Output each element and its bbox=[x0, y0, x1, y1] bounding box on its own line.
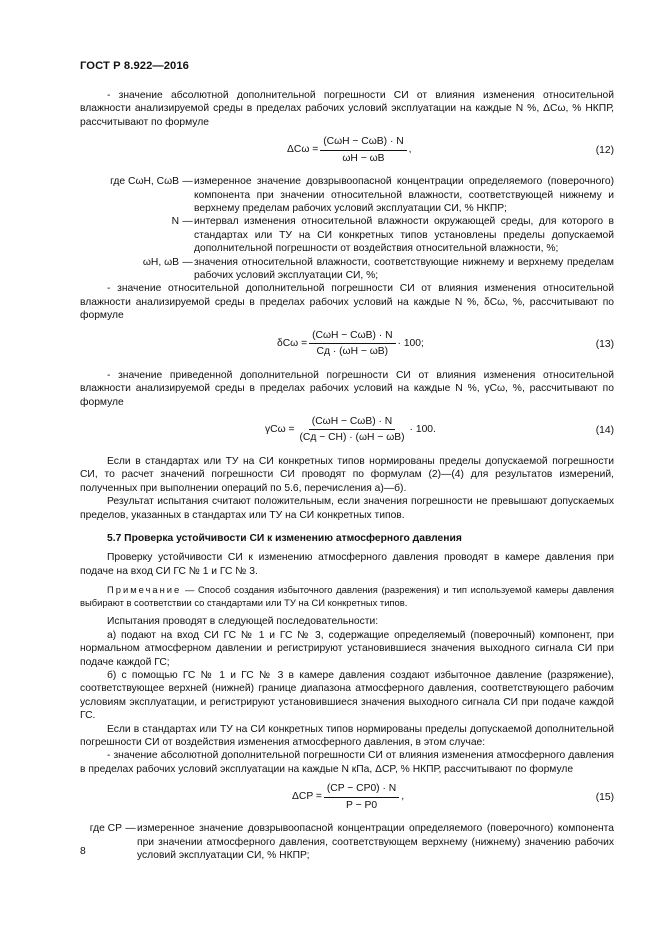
formula-15-numerator: (CP − CP0) · N bbox=[324, 782, 399, 797]
formula-12-number: (12) bbox=[595, 145, 614, 157]
where-item-label: где CP bbox=[89, 823, 122, 835]
paragraph-relative-error-humidity: - значение относительной дополнительной погрешности СИ от влияния изменения относительной влажности анализируемой среды в пределах рабочих условий на каждые N %, δCω, %, рассчитывают по формуле bbox=[80, 283, 614, 322]
where-item: ωH, ωB — значения относительной влажности, соответствующие нижнему и верхнему пределам рабочих условий эксплуатации СИ, %; bbox=[80, 256, 614, 283]
formula-15-number: (15) bbox=[595, 792, 614, 804]
formula-14-number: (14) bbox=[595, 424, 614, 436]
formula-13-number: (13) bbox=[595, 338, 614, 350]
where-item-label: ωH, ωB bbox=[142, 256, 179, 268]
formula-15-lhs: ΔCP = bbox=[292, 791, 322, 803]
where-item-text: значения относительной влажности, соответствующие нижнему и верхнему пределам рабочих условий эксплуатации СИ, %; bbox=[194, 256, 614, 282]
paragraph-absolute-error-pressure: - значение абсолютной дополнительной погрешности СИ от влияния изменения атмосферного давления в пределах рабочих условий эксплуатации на каждые N кПа, ΔCP, % НКПР, рассчитывают по формуле bbox=[80, 750, 614, 775]
formula-12-numerator: (CωH − CωB) · N bbox=[320, 135, 406, 150]
formula-14-denominator: (Cд − CH) · (ωH − ωB) bbox=[299, 432, 405, 444]
where-item-label: где CωH, CωB bbox=[110, 176, 179, 188]
formula-14 bbox=[80, 411, 614, 451]
where-item: где CωH, CωB — измеренное значение довзрывоопасной концентрации определяемого (поверочного) компонента при значении относительной влажности, соответствующей нижнему и верхнему пределам рабочих условий эксплуатации СИ, % НКПР; bbox=[80, 175, 614, 215]
formula-13-tail: · 100; bbox=[397, 337, 424, 349]
list-item-b: б) с помощью ГС № 1 и ГС № 3 в камере давления создают избыточное давление (разряжение), соответствующее верхней (нижней) границе диапазона атмосферного давления, соответствующего рабочим условиям эксплуатации, и регистрируют установившиеся значения выходного сигнала СИ при подаче каждой ГС. bbox=[80, 669, 614, 722]
formula-13-lhs: δCω = bbox=[277, 337, 308, 349]
formula-12-lhs: ΔCω = bbox=[287, 144, 319, 156]
formula-12-denominator: ωH − ωB bbox=[342, 152, 385, 164]
paragraph-test-result: Результат испытания считают положительным, если значения погрешности не превышают допускаемых пределов, указанных в стандартах или ТУ на СИ конкретных типов. bbox=[80, 496, 614, 521]
where-item-text: измеренное значение довзрывоопасной концентрации определяемого (поверочного) компонента при значении атмосферного давления, соответствующем верхнему (нижнему) значению рабочих условий эксплуатации СИ, % НКПР; bbox=[137, 823, 614, 862]
formula-13-denominator: Cд · (ωH − ωB) bbox=[316, 346, 389, 358]
formula-15-denominator: P − P0 bbox=[346, 799, 378, 811]
where-item-text: интервал изменения относительной влажности окружающей среды, для которого в стандартах или ТУ на СИ конкретных типов установлены пределы допускаемой дополнительной погрешности от воздействия относительной влажности, %; bbox=[194, 216, 614, 255]
section-heading-5-7: 5.7 Проверка устойчивости СИ к изменению атмосферного давления bbox=[107, 532, 462, 544]
document-body bbox=[80, 89, 614, 862]
formula-13-numerator: (CωH − CωB) · N bbox=[309, 329, 395, 344]
where-item: где CP — измеренное значение довзрывоопасной концентрации определяемого (поверочного) компонента при значении атмосферного давления, соответствующем верхнему (нижнему) значению рабочих условий эксплуатации СИ, % НКПР; bbox=[80, 822, 614, 862]
formula-15-tail: , bbox=[401, 791, 405, 803]
formula-14-numerator: (CωH − CωB) · N bbox=[309, 415, 395, 430]
list-item-a: а) подают на вход СИ ГС № 1 и ГС № 3, содержащие определяемый (поверочный) компонент, при нормальном атмосферном давлении и регистрируют установившиеся значения выходного сигнала СИ при подаче каждой ГС; bbox=[80, 629, 614, 668]
paragraph-error-limits: Если в стандартах или ТУ на СИ конкретных типов нормированы пределы допускаемой погрешности СИ, то расчет значений погрешности СИ проводят по формулам (2)—(4) для результатов измерений, полученных при выполнении операций по 5.6, перечисления а)—б). bbox=[80, 455, 614, 494]
note bbox=[80, 584, 614, 609]
where-item-text: измеренное значение довзрывоопасной концентрации определяемого (поверочного) компонента при значении относительной влажности, соответствующей нижнему и верхнему пределам рабочих условий эксплуатации СИ, % НКПР; bbox=[194, 176, 614, 215]
note-text: — Способ создания избыточного давления (разрежения) и тип используемой камеры давления выбирают в соответствии со стандартами или ТУ на СИ конкретных типов. bbox=[80, 584, 614, 608]
page-number: 8 bbox=[80, 846, 86, 857]
paragraph-pressure-check: Проверку устойчивости СИ к изменению атмосферного давления проводят в камере давления при подаче на вход СИ ГС № 1 и ГС № 3. bbox=[80, 552, 614, 577]
paragraph-absolute-error-humidity: - значение абсолютной дополнительной погрешности СИ от влияния изменения относительной влажности анализируемой среды в пределах рабочих условий эксплуатации на каждые N %, ΔCω, % НКПР, рассчитывают по формуле bbox=[80, 90, 614, 128]
where-item: N — интервал изменения относительной влажности окружающей среды, для которого в стандартах или ТУ на СИ конкретных типов установлены пределы допускаемой дополнительной погрешности от воздействия относительной влажности, %; bbox=[80, 215, 614, 255]
where-item-label: N bbox=[171, 216, 179, 228]
document-header: ГОСТ Р 8.922—2016 bbox=[80, 60, 189, 72]
formula-14-tail: · 100. bbox=[409, 424, 436, 436]
formula-14-lhs: γCω = bbox=[265, 424, 295, 436]
formula-12 bbox=[80, 131, 614, 171]
paragraph-pressure-limits: Если в стандартах или ТУ на СИ конкретных типов нормированы пределы допускаемой дополнительной погрешности СИ от воздействия изменения атмосферного давления, в этом случае: bbox=[80, 723, 614, 748]
where-list-2 bbox=[80, 822, 614, 862]
where-list-1 bbox=[80, 175, 614, 282]
formula-15 bbox=[80, 778, 614, 818]
formula-13 bbox=[80, 325, 614, 365]
paragraph-reduced-error-humidity: - значение приведенной дополнительной погрешности СИ от влияния изменения относительной влажности анализируемой среды в пределах рабочих условий на каждые N %, γCω, %, рассчитывают по формуле bbox=[80, 369, 614, 408]
paragraph-sequence: Испытания проводят в следующей последовательности: bbox=[107, 616, 379, 628]
formula-12-tail: , bbox=[408, 144, 412, 156]
note-lead: Примечание bbox=[107, 584, 182, 596]
